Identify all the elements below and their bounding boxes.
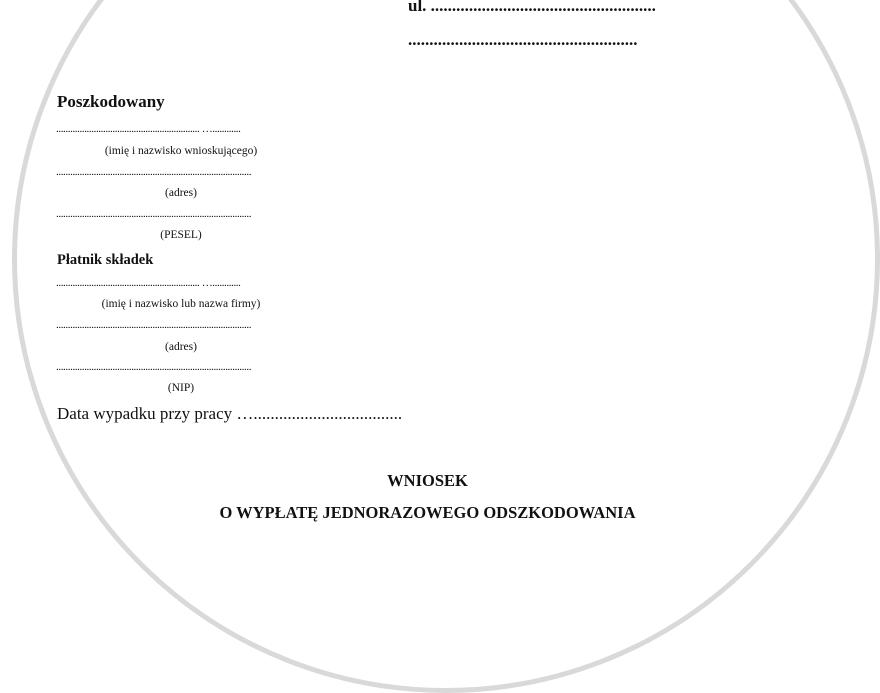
address-second-line[interactable]: ...................................................... xyxy=(408,30,638,49)
injured-pesel-caption: (PESEL) xyxy=(160,229,202,241)
injured-name-field[interactable]: ............................................................. …............ xyxy=(56,124,241,135)
injured-heading: Poszkodowany xyxy=(57,92,165,111)
payer-name-field[interactable]: ............................................................. …............ xyxy=(56,278,241,289)
injured-address-caption: (adres) xyxy=(165,187,197,199)
request-subtitle: O WYPŁATĘ JEDNORAZOWEGO ODSZKODOWANIA xyxy=(219,503,636,522)
injured-name-caption: (imię i nazwisko wnioskującego) xyxy=(104,145,258,157)
payer-heading: Płatnik składek xyxy=(57,252,154,268)
payer-address-field[interactable]: ................................................................................... xyxy=(56,320,252,331)
payer-nip-caption: (NIP) xyxy=(167,382,195,394)
payer-nip-field[interactable]: ................................................................................... xyxy=(56,362,252,373)
street-address-line[interactable]: ul. ..................................................... xyxy=(408,0,656,15)
injured-address-field[interactable]: ................................................................................... xyxy=(56,167,252,178)
request-title: WNIOSEK xyxy=(387,471,468,490)
payer-name-caption: (imię i nazwisko lub nazwa firmy) xyxy=(101,298,261,310)
accident-date-field[interactable]: Data wypadku przy pracy …................................... xyxy=(57,404,403,423)
payer-address-caption: (adres) xyxy=(165,341,197,353)
injured-pesel-field[interactable]: ................................................................................... xyxy=(56,209,252,220)
